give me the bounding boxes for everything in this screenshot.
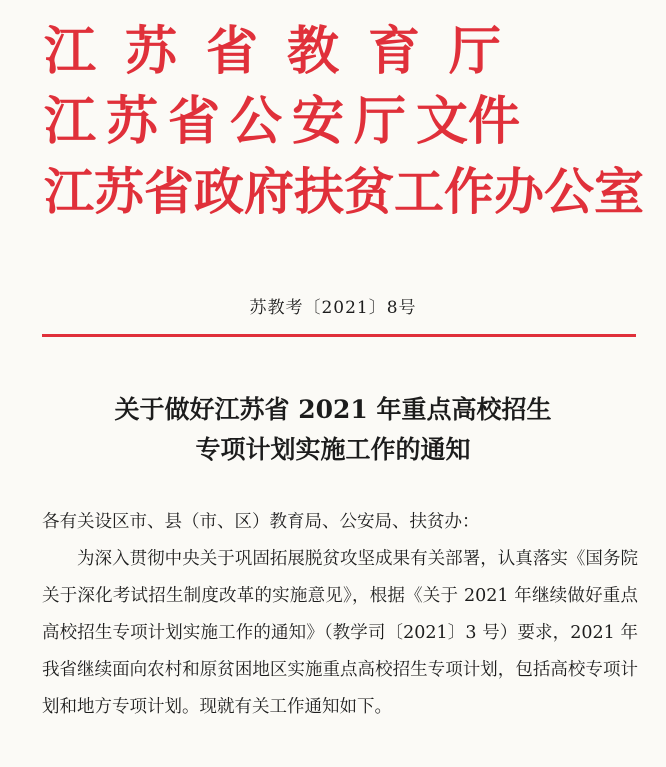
issuer-poverty-alleviation-office: 江苏省政府扶贫工作办公室 bbox=[44, 163, 644, 221]
issuer-public-security-line bbox=[44, 92, 644, 152]
notice-body bbox=[42, 504, 638, 726]
document-label: 文件 bbox=[416, 92, 521, 152]
body-paragraph: 为深入贯彻中央关于巩固拓展脱贫攻坚成果有关部署，认真落实《国务院关于深化考试招生制度改革的实施意见》，根据《关于 2021 年继续做好重点高校招生专项计划实施工作的通知》（教学司〔2021〕3 号）要求，2021 年我省继续面向农村和原贫困地区实施重点高校招生专项计划，包括高校专项计划和地方专项计划。现就有关工作通知如下。 bbox=[42, 549, 638, 717]
notice-title-line-2: 专项计划实施工作的通知 bbox=[195, 435, 471, 464]
salutation: 各有关设区市、县（市、区）教育局、公安局、扶贫办： bbox=[42, 512, 480, 532]
issuer-education-department: 江苏省教育厅 bbox=[44, 22, 531, 82]
notice-title-line-1: 关于做好江苏省 2021 年重点高校招生 bbox=[114, 395, 552, 424]
red-divider-line bbox=[42, 334, 636, 337]
document-number: 苏教考〔2021〕8号 bbox=[249, 298, 417, 318]
issuer-public-security-department: 江苏省公安厅 bbox=[44, 92, 417, 152]
